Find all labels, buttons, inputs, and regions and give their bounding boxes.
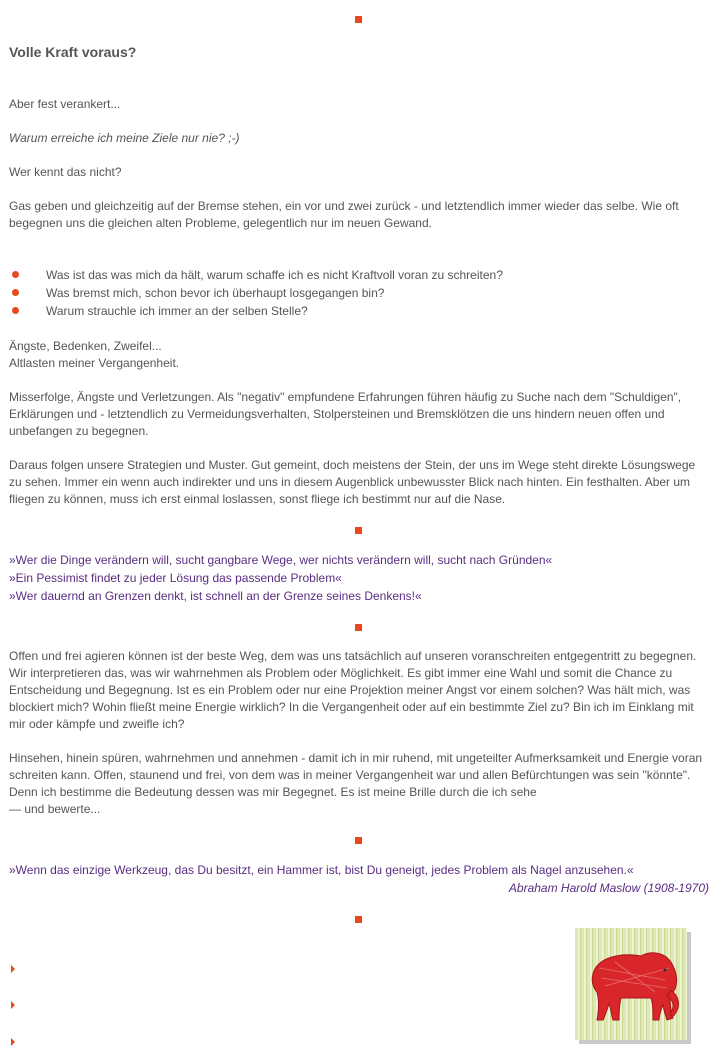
paragraph-line: Ängste, Bedenken, Zweifel... bbox=[9, 339, 162, 353]
list-item-text: Warum strauchle ich immer an der selben Stelle? bbox=[46, 304, 308, 318]
quote: »Wer dauernd an Grenzen denkt, ist schnell an der Grenze seines Denkens!« bbox=[9, 589, 422, 603]
paragraph-line: Denn ich bestimme die Bedeutung dessen was mir Begegnet. Es ist meine Brille durch die ich sehe bbox=[9, 785, 537, 799]
paragraph-line: Offen und frei agieren können ist der beste Weg, dem was uns tatsächlich auf unseren voranschreiten entgegentritt zu begegnen. bbox=[9, 649, 697, 663]
paragraph-line: Erklärungen und - letztendlich zu Vermeidungsverhalten, Stolpersteinen und Bremsklötzen die uns hindern neuen offen und bbox=[9, 407, 665, 421]
bullet-icon bbox=[12, 289, 19, 296]
paragraph-italic: Warum erreiche ich meine Ziele nur nie? ;-) bbox=[9, 131, 240, 145]
separator-square-icon bbox=[355, 527, 362, 534]
paragraph-line: mir oder kämpfe und zweifle ich? bbox=[9, 717, 185, 731]
paragraph-line: begegnen uns die gleichen alten Probleme, gelegentlich nur im neuen Gewand. bbox=[9, 216, 432, 230]
separator-square-icon bbox=[355, 624, 362, 631]
elephant-image bbox=[575, 928, 691, 1044]
separator-square-icon bbox=[355, 837, 362, 844]
paragraph-line: Misserfolge, Ängste und Verletzungen. Als "negativ" empfundene Erfahrungen führen häufig zu Suche nach dem "Schuldigen", bbox=[9, 390, 682, 404]
quote: »Wer die Dinge verändern will, sucht gangbare Wege, wer nichts verändern will, sucht nach Gründen« bbox=[9, 553, 553, 567]
paragraph: Aber fest verankert... bbox=[9, 97, 121, 111]
paragraph-line: — und bewerte... bbox=[9, 802, 101, 816]
list-item-text: Was bremst mich, schon bevor ich überhaupt losgegangen bin? bbox=[46, 286, 385, 300]
page-title: Volle Kraft voraus? bbox=[9, 44, 137, 60]
arrow-right-icon[interactable] bbox=[11, 1001, 15, 1009]
bullet-icon bbox=[12, 307, 19, 314]
arrow-right-icon[interactable] bbox=[11, 1038, 15, 1046]
paragraph-line: blockiert mich? Wohin fließt meine Energie wirklich? In die Vergangenheit oder auf ein bestimmte Ziel zu? Bin ich im Einklang mit bbox=[9, 700, 694, 714]
paragraph-line: unbefangen zu begegnen. bbox=[9, 424, 149, 438]
paragraph: Wer kennt das nicht? bbox=[9, 165, 122, 179]
bullet-icon bbox=[12, 271, 19, 278]
paragraph-line: Altlasten meiner Vergangenheit. bbox=[9, 356, 180, 370]
paragraph-line: Wir interpretieren das, was wir wahrnehmen als Problem oder Möglichkeit. Es gibt immer eine Wahl und somit die Chance zu bbox=[9, 666, 673, 680]
arrow-right-icon[interactable] bbox=[11, 965, 15, 973]
paragraph-line: Gas geben und gleichzeitig auf der Bremse stehen, ein vor und zwei zurück - und letztendlich immer wieder das selbe. Wie oft bbox=[9, 199, 679, 213]
paragraph-line: Entscheidung und Begegnung. Ist es ein Problem oder nur eine Projektion meiner Angst vor einem solchen? Was hält mich, was bbox=[9, 683, 691, 697]
list-item-text: Was ist das was mich da hält, warum schaffe ich es nicht Kraftvoll voran zu schreiten? bbox=[46, 268, 503, 282]
quote-author: Abraham Harold Maslow (1908-1970) bbox=[508, 881, 709, 895]
quote: »Ein Pessimist findet zu jeder Lösung das passende Problem« bbox=[9, 571, 342, 585]
paragraph-line: Hinsehen, hinein spüren, wahrnehmen und annehmen - damit ich in mir ruhend, mit ungeteilter Aufmerksamkeit und Energie voran bbox=[9, 751, 703, 765]
elephant-icon bbox=[575, 928, 687, 1040]
separator-square-icon bbox=[355, 916, 362, 923]
paragraph-line: fliegen zu können, muss ich erst einmal loslassen, sonst fliege ich bestimmt nur auf die Nase. bbox=[9, 492, 506, 506]
paragraph-line: schreiten kann. Offen, staunend und frei, von dem was in meiner Vergangenheit war und allen Befürchtungen was sein "könnte". bbox=[9, 768, 691, 782]
paragraph-line: Daraus folgen unsere Strategien und Muster. Gut gemeint, doch meistens der Stein, der uns im Wege steht direkte Lösungswege bbox=[9, 458, 696, 472]
separator-square-icon bbox=[355, 16, 362, 23]
paragraph-line: zu sehen. Immer ein wenn auch indirekter und uns in diesem Augenblick unbewusster Blick nach hinten. Ein festhalten. Aber um bbox=[9, 475, 691, 489]
image-card bbox=[575, 928, 687, 1040]
maslow-quote: »Wenn das einzige Werkzeug, das Du besitzt, ein Hammer ist, bist Du geneigt, jedes Problem als Nagel anzusehen.« bbox=[9, 863, 634, 877]
